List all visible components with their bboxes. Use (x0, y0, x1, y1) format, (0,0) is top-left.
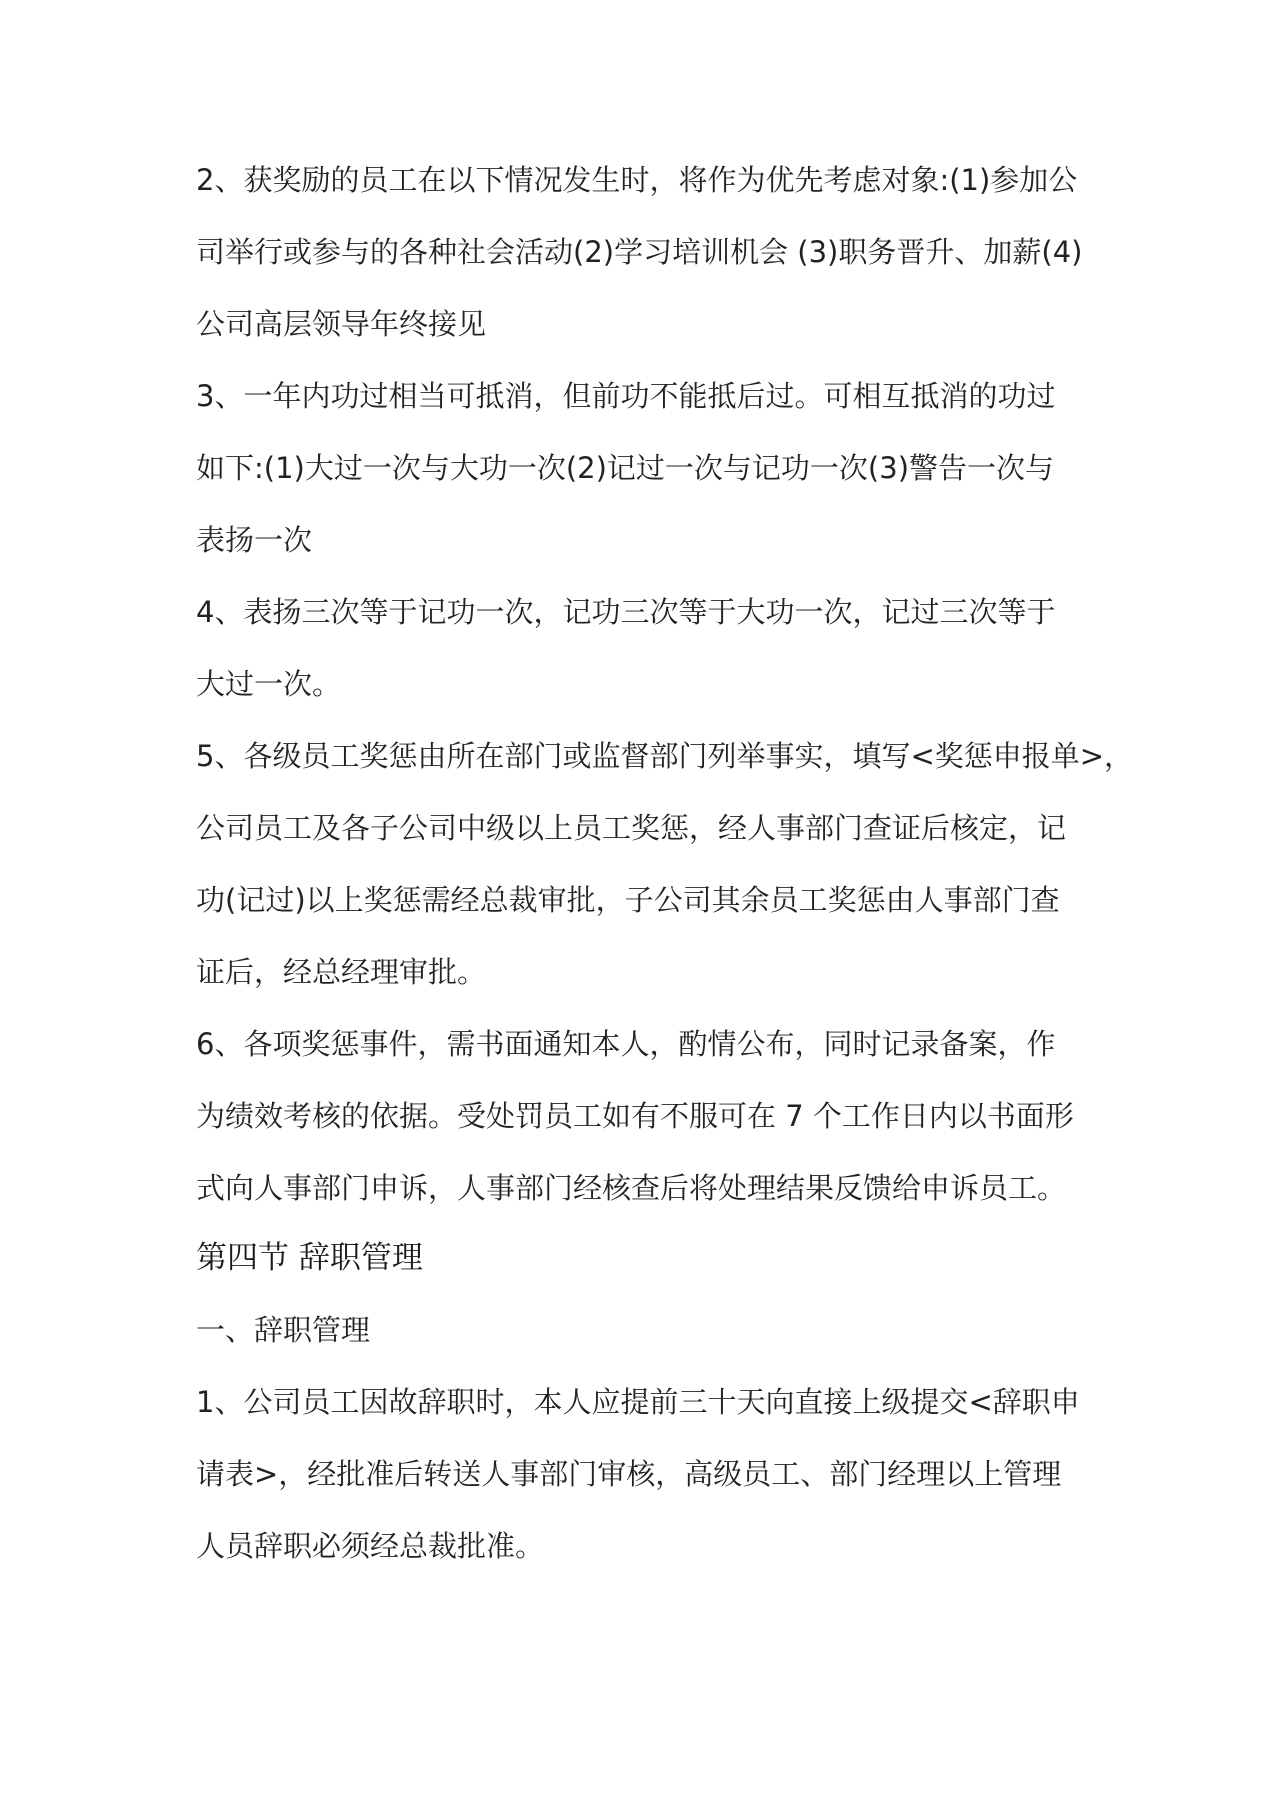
resignation-paragraph-line-3: 人员辞职必须经总裁批准。 (196, 1529, 545, 1563)
paragraph-3-line-1: 3、一年内功过相当可抵消，但前功不能抵后过。可相互抵消的功过 (196, 379, 1056, 413)
paragraph-6-line-3: 式向人事部门申诉，人事部门经核查后将处理结果反馈给申诉员工。 (196, 1171, 1067, 1205)
paragraph-5-line-1: 5、各级员工奖惩由所在部门或监督部门列举事实，填写<奖惩申报单>， (196, 739, 1134, 773)
paragraph-6-line-2: 为绩效考核的依据。受处罚员工如有不服可在 7 个工作日内以书面形 (196, 1099, 1074, 1133)
paragraph-4-line-1: 4、表扬三次等于记功一次，记功三次等于大功一次，记过三次等于 (196, 595, 1056, 629)
paragraph-5-line-3: 功(记过)以上奖惩需经总裁审批，子公司其余员工奖惩由人事部门查 (196, 883, 1060, 917)
section-heading: 第四节 辞职管理 (196, 1240, 423, 1276)
resignation-paragraph-line-1: 1、公司员工因故辞职时，本人应提前三十天向直接上级提交<辞职申 (196, 1385, 1080, 1419)
paragraph-2-line-2: 司举行或参与的各种社会活动(2)学习培训机会 (3)职务晋升、加薪(4) (196, 235, 1083, 269)
paragraph-4-line-2: 大过一次。 (196, 667, 342, 701)
paragraph-5-line-2: 公司员工及各子公司中级以上员工奖惩，经人事部门查证后核定，记 (196, 811, 1067, 845)
subsection-heading: 一、辞职管理 (196, 1313, 371, 1347)
paragraph-5-line-4: 证后，经总经理审批。 (196, 955, 487, 989)
paragraph-3-line-2: 如下:(1)大过一次与大功一次(2)记过一次与记功一次(3)警告一次与 (196, 451, 1055, 485)
resignation-paragraph-line-2: 请表>，经批准后转送人事部门审核，高级员工、部门经理以上管理 (196, 1457, 1062, 1491)
paragraph-3-line-3: 表扬一次 (196, 523, 313, 557)
paragraph-2-line-1: 2、获奖励的员工在以下情况发生时，将作为优先考虑对象:(1)参加公 (196, 163, 1078, 197)
paragraph-6-line-1: 6、各项奖惩事件，需书面通知本人，酌情公布，同时记录备案，作 (196, 1027, 1056, 1061)
paragraph-2-line-3: 公司高层领导年终接见 (196, 307, 487, 341)
